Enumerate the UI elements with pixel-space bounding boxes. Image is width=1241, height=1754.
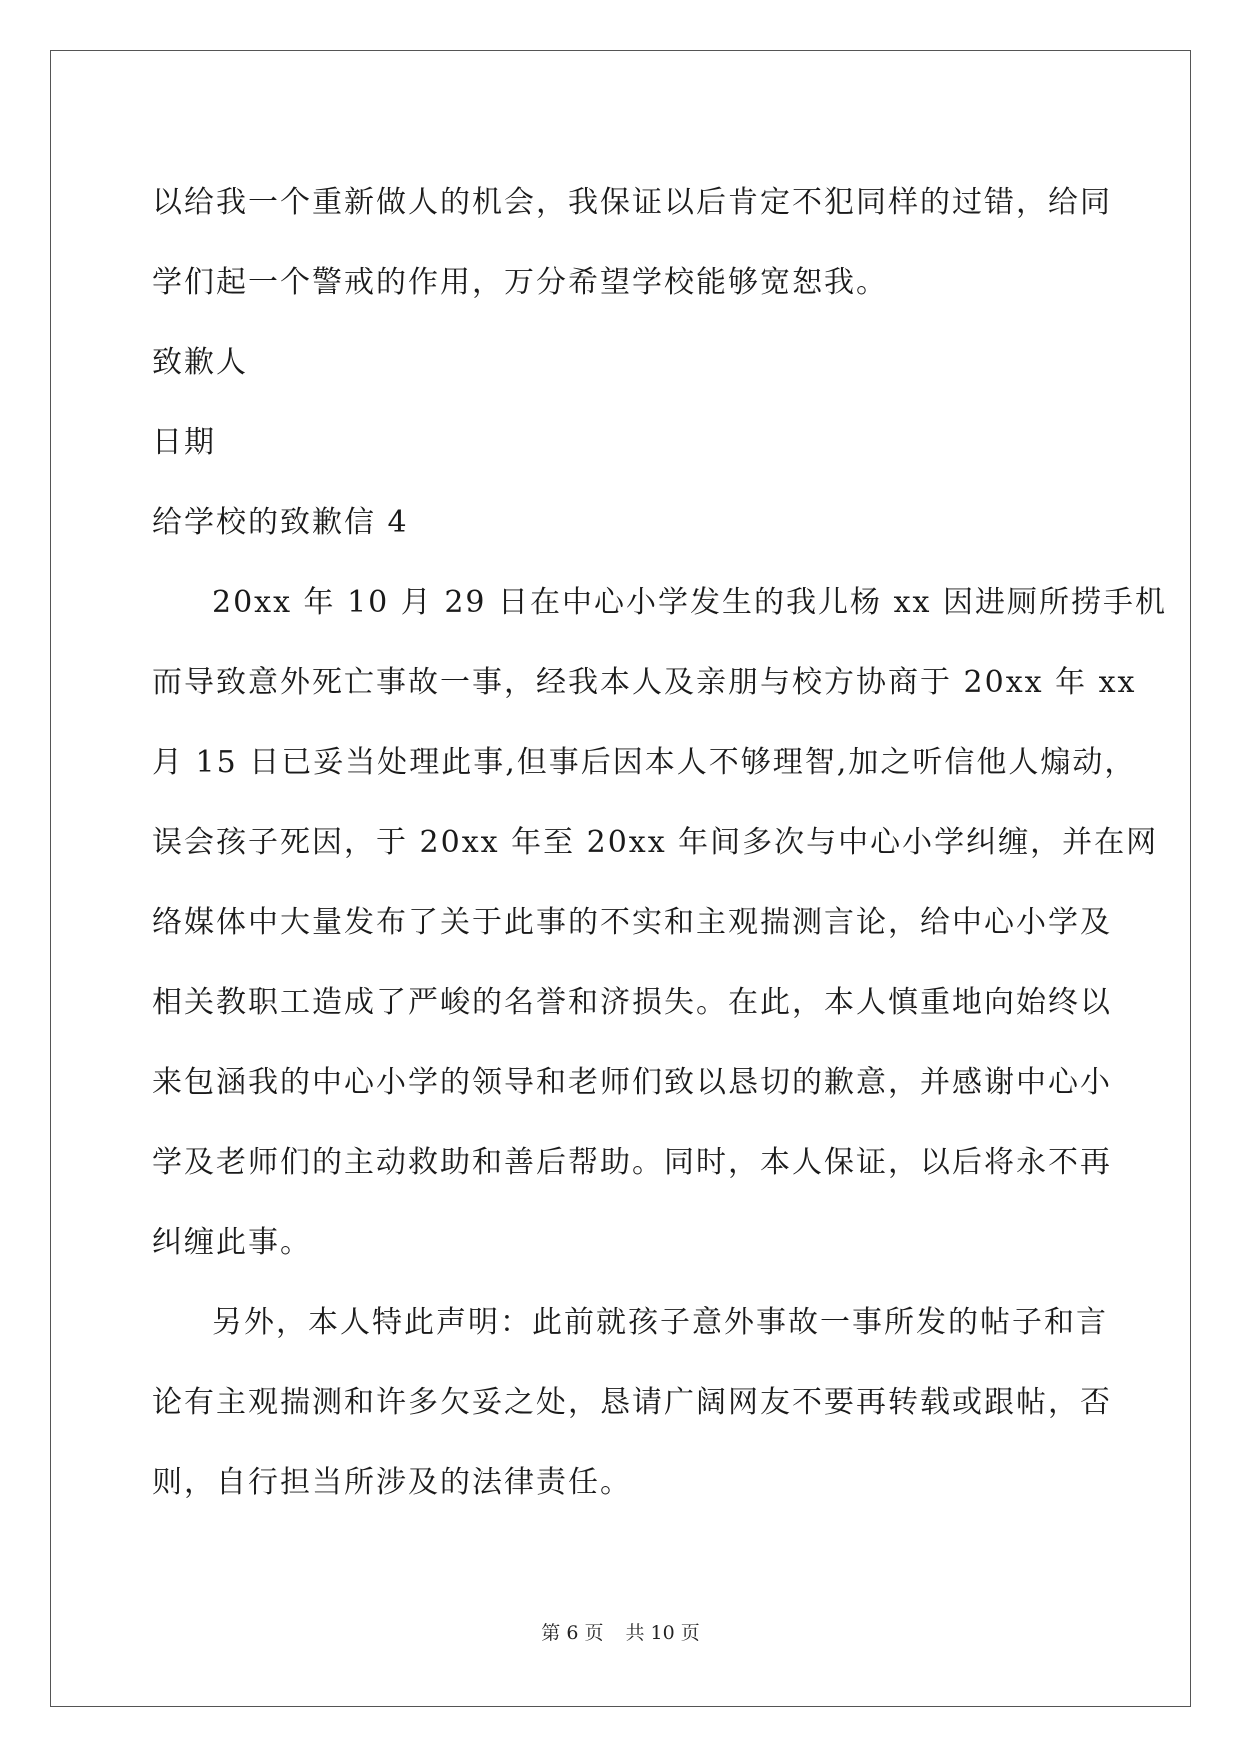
text-line: 学们起一个警戒的作用，万分希望学校能够宽恕我。	[152, 265, 888, 300]
document-body	[152, 163, 1167, 1523]
text-line: 以给我一个重新做人的机会，我保证以后肯定不犯同样的过错，给同	[152, 185, 1112, 220]
text-line: 论有主观揣测和许多欠妥之处，恳请广阔网友不要再转载或跟帖，否	[152, 1385, 1112, 1420]
page-number-current: 第 6 页	[541, 1622, 604, 1644]
text-line: 学及老师们的主动救助和善后帮助。同时，本人保证，以后将永不再	[152, 1145, 1112, 1180]
text-line: 另外，本人特此声明：此前就孩子意外事故一事所发的帖子和言	[212, 1305, 1108, 1340]
text-line: 误会孩子死因，于 20xx 年至 20xx 年间多次与中心小学纠缠，并在网	[152, 825, 1159, 860]
text-line: 则，自行担当所涉及的法律责任。	[152, 1465, 632, 1500]
text-line: 来包涵我的中心小学的领导和老师们致以恳切的歉意，并感谢中心小	[152, 1065, 1112, 1100]
text-line: 20xx 年 10 月 29 日在中心小学发生的我儿杨 xx 因进厕所捞手机	[212, 585, 1167, 620]
text-line: 相关教职工造成了严峻的名誉和济损失。在此，本人慎重地向始终以	[152, 985, 1112, 1020]
page-number-total: 共 10 页	[625, 1622, 700, 1644]
signature-label: 致歉人	[152, 345, 248, 380]
text-line: 而导致意外死亡事故一事，经我本人及亲朋与校方协商于 20xx 年 xx	[152, 665, 1137, 700]
text-line: 月 15 日已妥当处理此事,但事后因本人不够理智,加之听信他人煽动，	[152, 745, 1137, 780]
page-footer	[0, 1618, 1241, 1645]
text-line: 纠缠此事。	[152, 1225, 312, 1260]
section-title: 给学校的致歉信 4	[152, 505, 409, 540]
text-line: 络媒体中大量发布了关于此事的不实和主观揣测言论，给中心小学及	[152, 905, 1112, 940]
date-label: 日期	[152, 425, 216, 460]
